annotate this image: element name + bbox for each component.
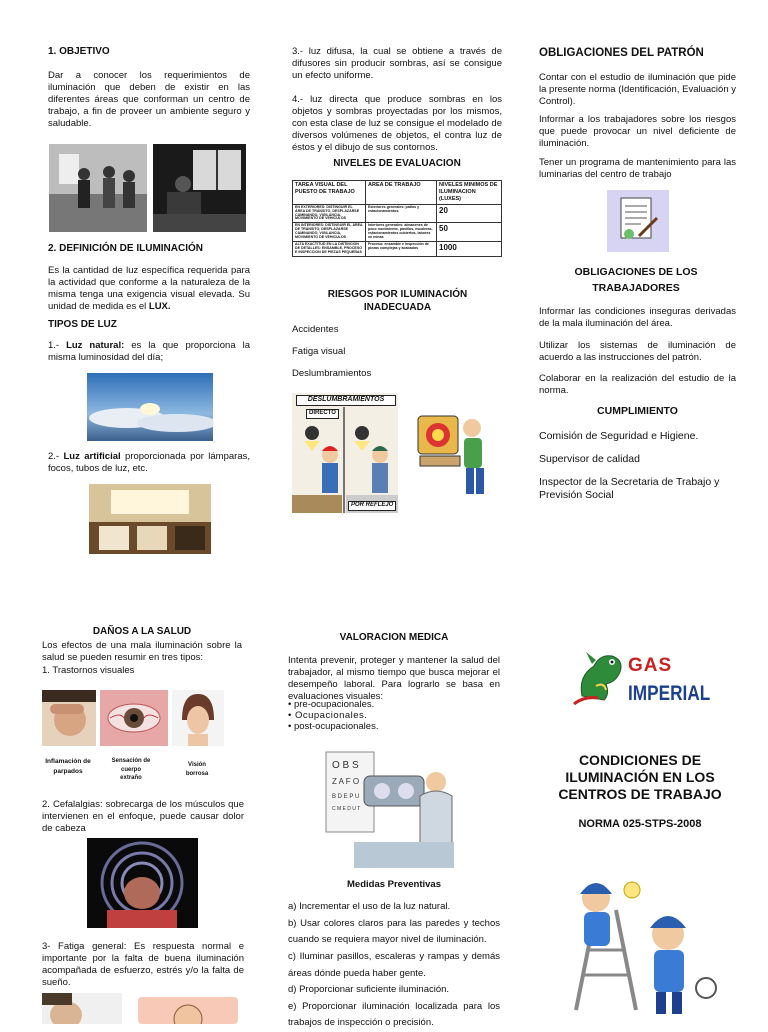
luz1-body: es la que proporciona la misma luminosidad del día; — [48, 340, 250, 363]
medida-item: e) Proporcionar iluminación localizada para los trabajos de inspección o precisión. — [288, 1000, 500, 1029]
patron-item: Contar con el estudio de iluminación que pide la presente norma (Identificación, Evaluación y Control). — [539, 72, 736, 107]
table-cell: Proceso: ensamble e inspección de piezas complejas y acabados — [366, 242, 437, 257]
directo-sign: DIRECTO — [306, 409, 339, 419]
logo-gas: GAS — [628, 655, 673, 676]
riesgo-item: Fatiga visual — [292, 346, 346, 357]
trabajadores-item: Informar las condiciones inseguras derivadas de la mala iluminación del área. — [539, 306, 736, 329]
svg-text:B D E P U: B D E P U — [332, 794, 360, 800]
riesgo-item: Accidentes — [292, 324, 339, 335]
riesgo-item: Deslumbramientos — [292, 368, 372, 379]
table-cell: Exteriores generales: patios y estacionamientos. — [366, 204, 437, 223]
document-signature-icon — [607, 190, 669, 252]
headache-image — [87, 838, 198, 928]
luz1-prefix: 1.- — [48, 340, 67, 351]
deslumbramientos-illustration — [292, 393, 398, 513]
luz1-bold: Luz natural: — [66, 340, 125, 351]
table-header-row — [293, 181, 502, 205]
valoracion-text: Intenta prevenir, proteger y mantener la salud del trabajador, al mismo tiempo que busca mejorar el desempeño laboral. Para lograrlo se basa en evaluaciones visuales: — [288, 655, 500, 702]
cumplimiento-item: Inspector de la Secretaria de Trabajo y Previsión Social — [539, 476, 720, 502]
tired-person-image — [42, 993, 122, 1024]
eye-rub-image — [42, 690, 96, 746]
patron-item: Informar a los trabajadores sobre los riesgos que puede provocar un nivel deficiente de iluminación. — [539, 114, 736, 149]
red-eye-image — [100, 690, 168, 746]
luz2-prefix: 2.- — [48, 451, 64, 462]
luz-artificial-text — [48, 451, 250, 475]
patron-item: Tener un programa de mantenimiento para las luminarias del centro de trabajo — [539, 157, 736, 180]
table-cell-lux: 1000 — [437, 242, 502, 257]
lux-unit: LUX. — [148, 300, 171, 312]
trabajadores-item: Utilizar los sistemas de iluminación de acuerdo a las instrucciones del patrón. — [539, 340, 736, 363]
definicion-title: 2. DEFINICIÓN DE ILUMINACIÓN — [48, 243, 204, 254]
svg-text:Z A F O: Z A F O — [332, 777, 360, 786]
table-row — [293, 204, 502, 223]
evaluacion-item: • post-ocupacionales. — [288, 721, 379, 732]
luz2-body: proporcionada por lámparas, focos, tubos de luz, etc. — [48, 451, 250, 474]
reflejo-sign: POR REFLEJO — [348, 501, 396, 511]
trabajadores-item: Colaborar en la realización del estudio de la norma. — [539, 373, 736, 396]
luz-difusa-text: 3.- luz difusa, la cual se obtiene a través de difusores sin producir sombras, así se consigue un efecto uniforme. — [292, 46, 502, 81]
norma-label: NORMA 025-STPS-2008 — [578, 818, 702, 830]
office-meeting-image — [49, 144, 147, 232]
dragon-logo-icon — [572, 646, 630, 708]
cover-title: CONDICIONES DE ILUMINACIÓN EN LOS CENTROS DE TRABAJO — [558, 752, 722, 802]
danos-title: DAÑOS A LA SALUD — [92, 626, 192, 637]
luz-directa-text: 4.- luz directa que produce sombras en los objetos y sombras proyectadas por los mismos, con esta clase de luz se consigue el modelado de diversos volúmenes de objetos, el contra luz de éstos y el dibujo de sus contornos. — [292, 94, 502, 153]
objetivo-text: Dar a conocer los requerimientos de iluminación que deben de existir en las diferentes áreas que conforman un centro de trabajo, a fin de proveer un ambiente seguro y saludable. — [48, 70, 250, 129]
objetivo-title: 1. OBJETIVO — [48, 46, 110, 57]
medida-item: d) Proporcionar suficiente iluminación. — [288, 984, 450, 996]
caption-cuerpo-extrano: Sensación de cuerpo extraño — [111, 758, 151, 782]
table-cell: EN INTERIORES: DISTINGUIR EL ÁREA DE TRÁNSITO, DESPLAZARSE CAMINANDO, VIGILANCIA, MOVIMIENTO DE VEHICULOS — [293, 223, 366, 242]
medida-item: b) Usar colores claros para las paredes y techos cuando se requiera mayor nivel de iluminación. — [288, 917, 500, 946]
luz2-bold: Luz artificial — [63, 451, 121, 462]
svg-text:O B S: O B S — [332, 760, 359, 771]
office-window-image — [153, 144, 246, 232]
caption-vision-borrosa: Visión borrosa — [185, 762, 209, 777]
niveles-table — [292, 180, 502, 257]
cumplimiento-title: CUMPLIMIENTO — [597, 405, 678, 417]
medidas-title: Medidas Preventivas — [347, 879, 441, 890]
eye-exam-illustration — [324, 742, 464, 870]
danos-intro: Los efectos de una mala iluminación sobre la salud se pueden resumir en tres tipos: — [42, 640, 242, 663]
patron-title: OBLIGACIONES DEL PATRÓN — [539, 47, 704, 59]
evaluacion-item: • pre-ocupacionales. — [288, 699, 375, 710]
definicion-text — [48, 265, 250, 313]
table-cell: Interiores generales: almacenes de poco movimiento, pasillos, escaleras, estacionamientos cubiertos, labores en minas — [366, 223, 437, 242]
electricians-illustration — [556, 870, 726, 1020]
table-cell: EN EXTERIORES: DISTINGUIR EL ÁREA DE TRÁNSITO, DESPLAZARSE CAMINANDO, VIGILANCIA, MOVIMIENTO DE VEHICULOS — [293, 204, 366, 223]
medida-item: c) Iluminar pasillos, escaleras y rampas y demás áreas dónde pueda haber gente. — [288, 950, 500, 979]
caption-inflamacion: Inflamación de parpados — [45, 758, 91, 775]
logo-imperial: IMPERIAL — [628, 682, 711, 705]
cartoon-tired-image — [138, 997, 238, 1024]
svg-text:C M E D U T: C M E D U T — [332, 806, 361, 812]
table-header: NIVELES MINIMOS DE ILUMINACION (LUXES) — [437, 181, 502, 205]
table-row — [293, 242, 502, 257]
table-cell-lux: 20 — [437, 204, 502, 223]
sky-image — [87, 373, 213, 441]
niveles-title: NIVELES DE EVALUACION — [333, 158, 461, 169]
deslumbramientos-sign: DESLUMBRAMIENTOS — [296, 395, 396, 406]
evaluacion-item: • Ocupacionales. — [288, 710, 368, 721]
riesgos-title: RIESGOS POR ILUMINACIÓN INADECUADA — [327, 289, 468, 313]
definicion-body: Es la cantidad de luz específica requerida para la actividad que conforme a la naturaleza de la misma tenga una exigencia visual elevada. Su unidad de medida es el — [48, 265, 250, 312]
tipos-title: TIPOS DE LUZ — [48, 319, 117, 330]
fatiga-text: 3- Fatiga general: Es respuesta normal e importante por la falta de buena iluminación acompañada de esfuerzo, estrés y/o la falta de sueño. — [42, 941, 244, 988]
table-cell: ALTA EXACTITUD EN LA DISTINCION DE DETALLES: ENSAMBLE, PROCESO E INSPECCION DE PIEZAS PEQUEÑAS — [293, 242, 366, 257]
trastornos-label: 1. Trastornos visuales — [42, 665, 135, 676]
cumplimiento-item: Supervisor de calidad — [539, 453, 640, 465]
cefalalgias-text: 2. Cefalalgias: sobrecarga de los músculos que intervienen en el enfoque, puede causar dolor de cabeza — [42, 799, 244, 834]
table-header: TAREA VISUAL DEL PUESTO DE TRABAJO — [293, 181, 366, 205]
medidas-list — [288, 899, 500, 1032]
trabajadores-title: OBLIGACIONES DE LOS TRABAJADORES — [574, 266, 698, 295]
cumplimiento-item: Comisión de Seguridad e Higiene. — [539, 430, 699, 442]
table-row — [293, 223, 502, 242]
computer-worker-illustration — [414, 402, 494, 502]
valoracion-title: VALORACION MEDICA — [339, 632, 449, 643]
ceiling-light-image — [89, 484, 211, 554]
medida-item: a) Incrementar el uso de la luz natural. — [288, 901, 451, 912]
table-header: AREA DE TRABAJO — [366, 181, 437, 205]
blurry-face-image — [172, 690, 224, 746]
table-cell-lux: 50 — [437, 223, 502, 242]
luz-natural-text — [48, 340, 250, 364]
